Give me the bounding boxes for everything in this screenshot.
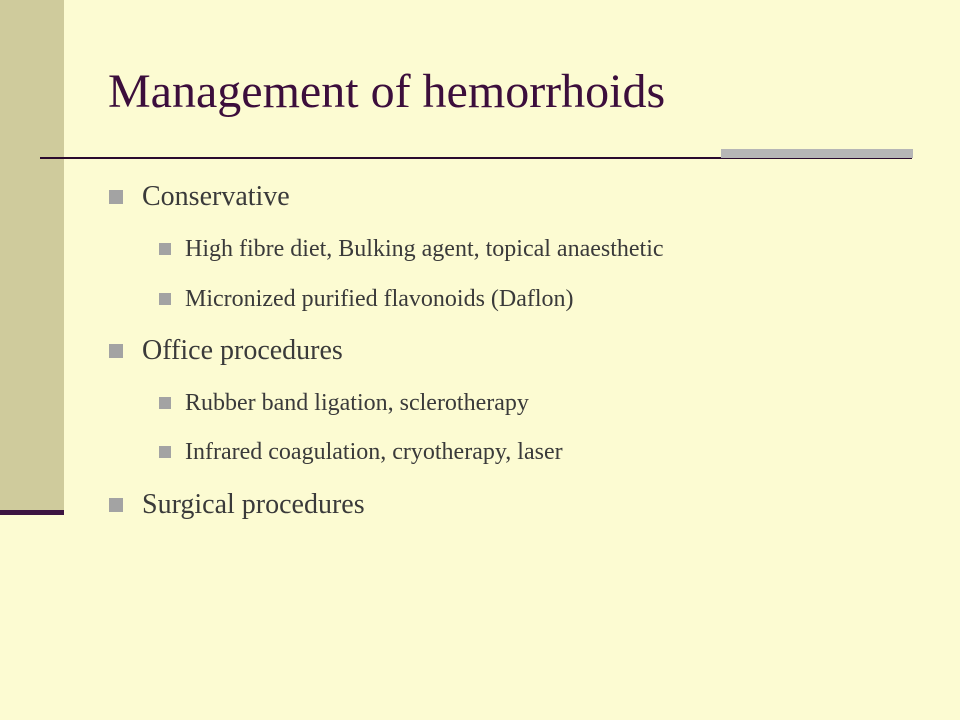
square-bullet-icon (159, 446, 171, 458)
bullet-item-office-procedures (142, 334, 343, 368)
bullet-text: Surgical procedures (142, 489, 365, 520)
sub-bullet-item (185, 388, 529, 418)
sub-bullet-text: Infrared coagulation, cryotherapy, laser (185, 439, 563, 465)
square-bullet-icon (109, 498, 123, 512)
square-bullet-icon (109, 344, 123, 358)
sub-bullet-text: Micronized purified flavonoids (Daflon) (185, 286, 574, 312)
square-bullet-icon (159, 243, 171, 255)
sub-bullet-text: High fibre diet, Bulking agent, topical anaesthetic (185, 236, 664, 262)
sub-bullet-text: Rubber band ligation, sclerotherapy (185, 390, 529, 416)
square-bullet-icon (109, 190, 123, 204)
sub-bullet-item (185, 437, 563, 467)
sub-bullet-item (185, 234, 664, 264)
square-bullet-icon (159, 397, 171, 409)
sub-bullet-item (185, 284, 574, 314)
bullet-item-conservative (142, 180, 290, 214)
slide-title: Management of hemorrhoids (108, 65, 666, 118)
bullet-text: Office procedures (142, 335, 343, 366)
square-bullet-icon (159, 293, 171, 305)
bullet-item-surgical-procedures (142, 488, 365, 522)
bullet-text: Conservative (142, 181, 290, 212)
